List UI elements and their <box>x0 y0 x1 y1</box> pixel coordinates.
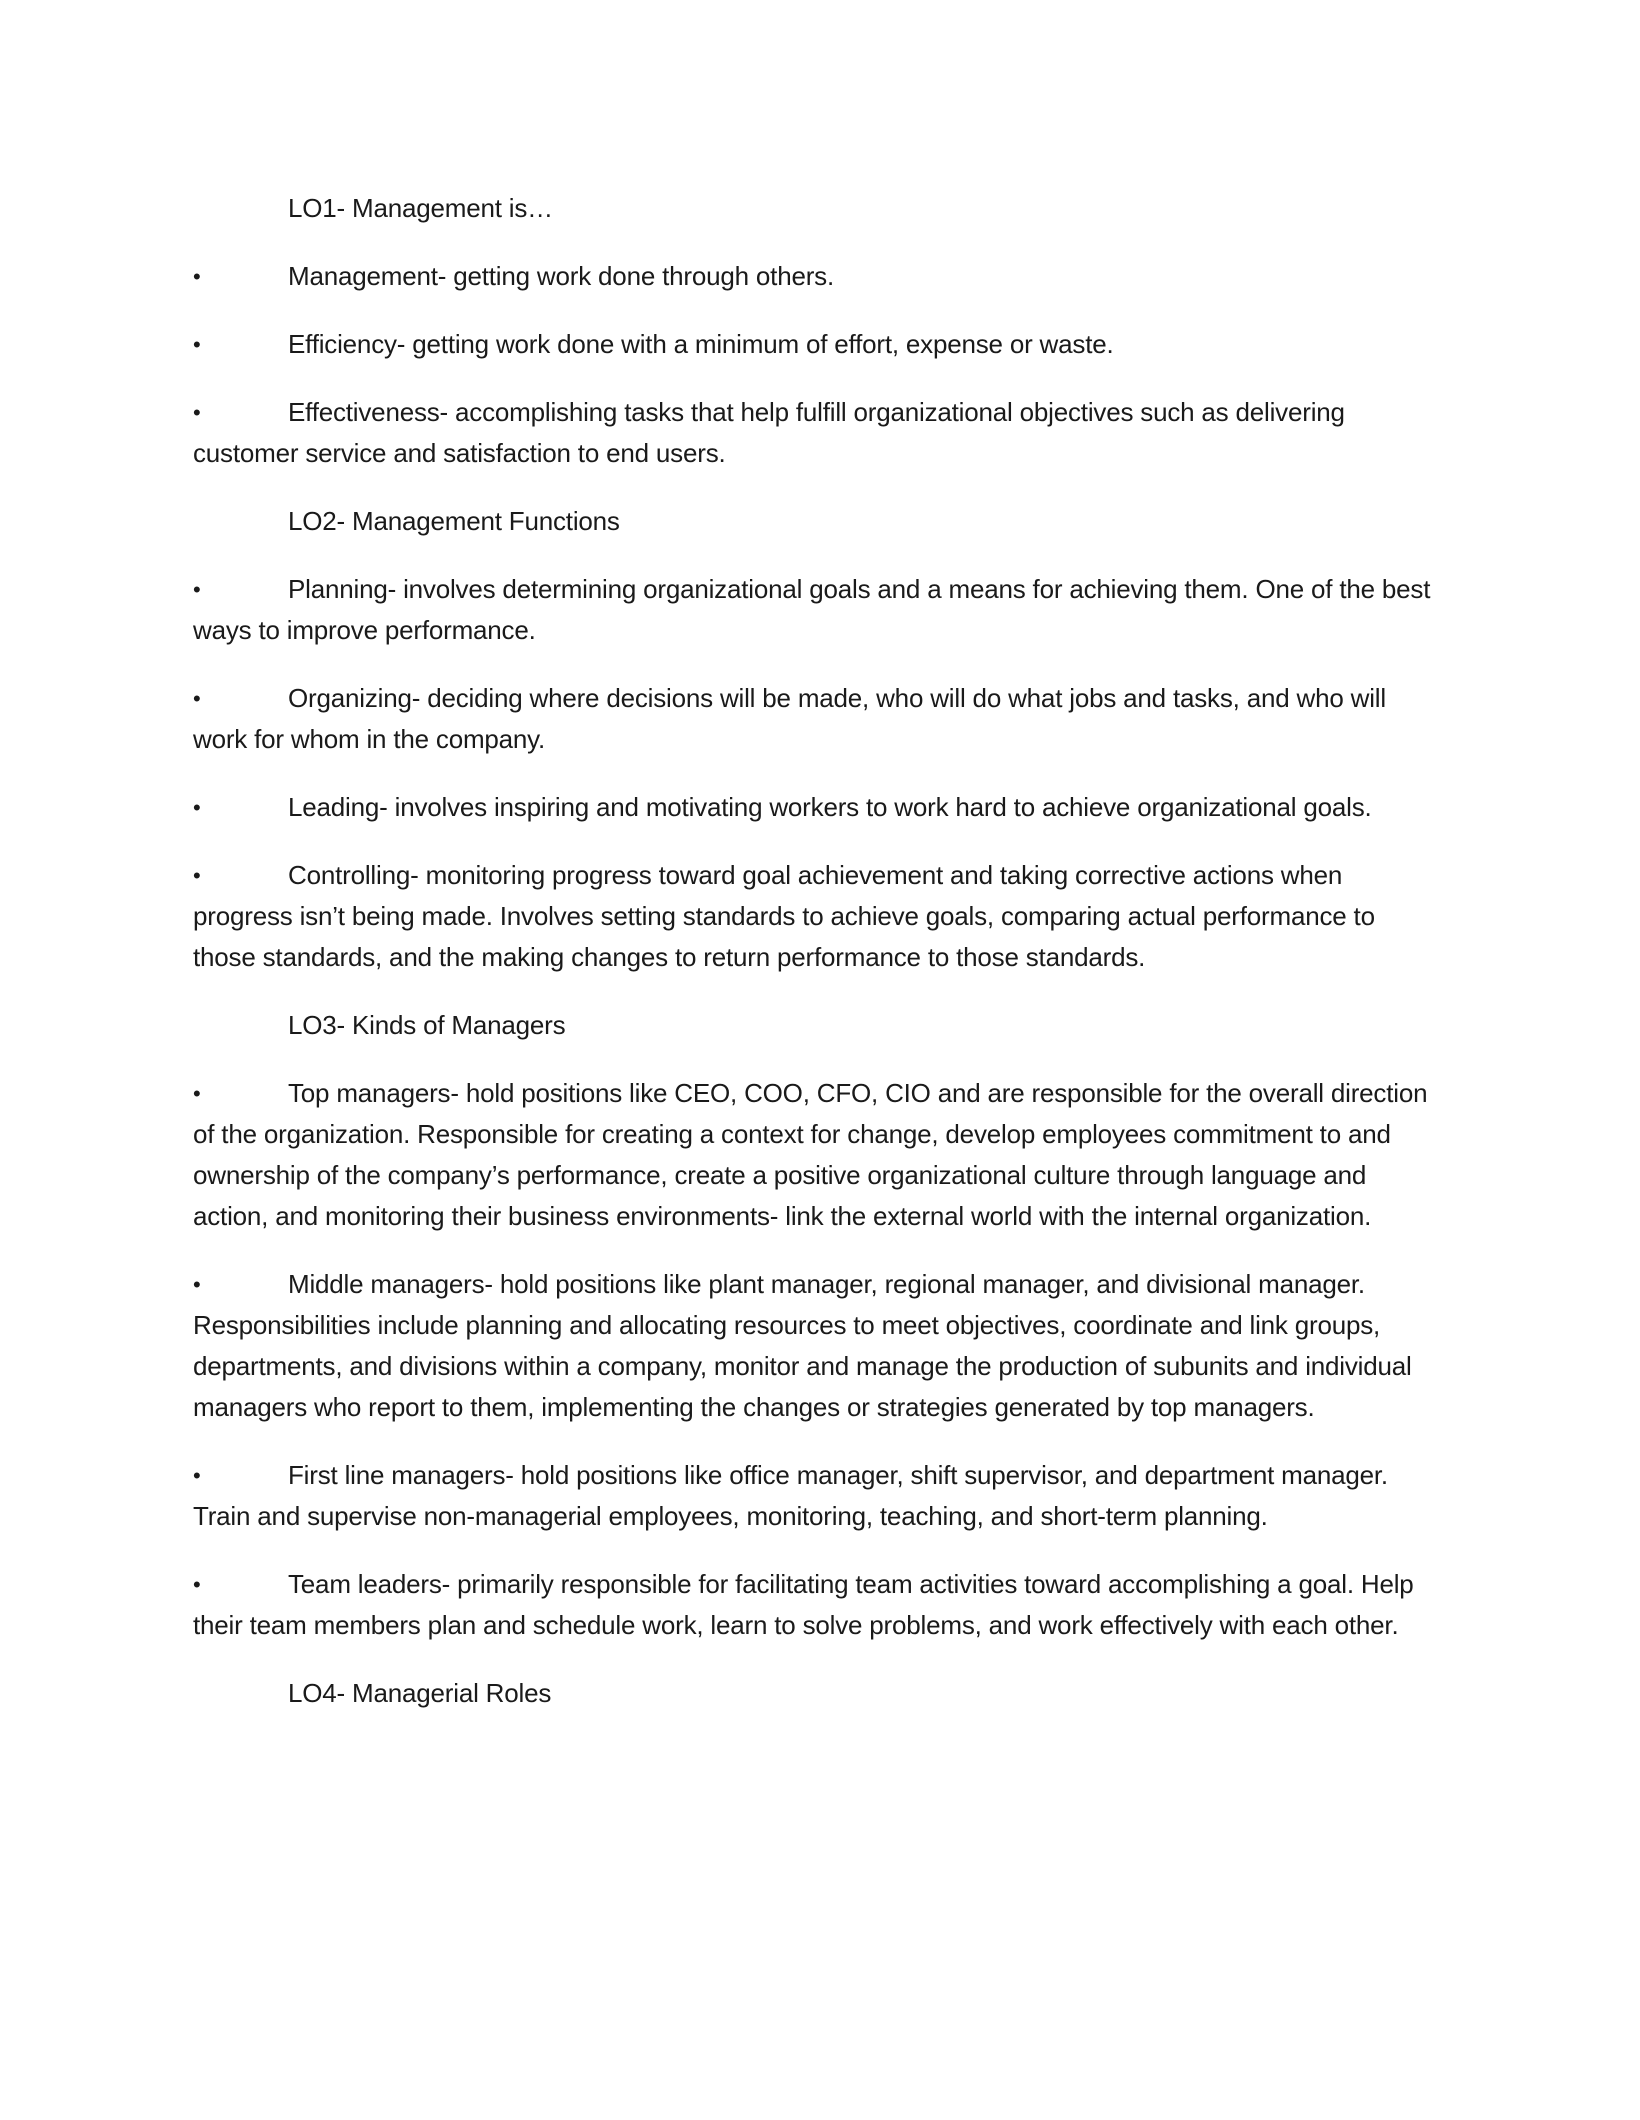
section-heading: LO4- Managerial Roles <box>288 1678 552 1708</box>
list-item-text: Effectiveness- accomplishing tasks that help fulfill organizational objectives such as delivering customer service and satisfaction to end users. <box>193 397 1345 468</box>
bullet-icon: • <box>193 1272 201 1297</box>
bullet-icon: • <box>193 332 201 357</box>
bullet-icon: • <box>193 264 201 289</box>
document-body <box>193 188 1443 1741</box>
bullet-icon: • <box>193 1572 201 1597</box>
list-item <box>193 1455 1443 1537</box>
bullet-icon: • <box>193 577 201 602</box>
list-item <box>193 678 1443 760</box>
list-item-text: Organizing- deciding where decisions will be made, who will do what jobs and tasks, and who will work for whom in the company. <box>193 683 1386 754</box>
list-item-text: Middle managers- hold positions like plant manager, regional manager, and divisional manager. Responsibilities include planning and allocating resources to meet objectives, coordinate and link groups, departments, and divisions within a company, monitor and manage the production of subunits and individual managers who report to them, implementing the changes or strategies generated by top managers. <box>193 1269 1412 1422</box>
list-item-text: First line managers- hold positions like office manager, shift supervisor, and department manager. Train and supervise non-managerial employees, monitoring, teaching, and short-term planning. <box>193 1460 1388 1531</box>
list-item-text: Leading- involves inspiring and motivating workers to work hard to achieve organizational goals. <box>288 792 1372 822</box>
list-item <box>193 324 1443 365</box>
bullet-icon: • <box>193 1081 201 1106</box>
list-item-text: Team leaders- primarily responsible for facilitating team activities toward accomplishing a goal. Help their team members plan and schedule work, learn to solve problems, and work effectively with each other. <box>193 1569 1414 1640</box>
section-heading: LO2- Management Functions <box>288 506 620 536</box>
bullet-icon: • <box>193 795 201 820</box>
list-item <box>193 256 1443 297</box>
section-heading: LO3- Kinds of Managers <box>288 1010 566 1040</box>
list-item <box>193 855 1443 978</box>
list-item <box>193 1264 1443 1428</box>
list-item-text: Planning- involves determining organizational goals and a means for achieving them. One of the best ways to improve performance. <box>193 574 1431 645</box>
bullet-icon: • <box>193 863 201 888</box>
list-item-text: Management- getting work done through others. <box>288 261 835 291</box>
list-item <box>193 392 1443 474</box>
bullet-icon: • <box>193 400 201 425</box>
list-item <box>193 1564 1443 1646</box>
list-item-text: Controlling- monitoring progress toward goal achievement and taking corrective actions when progress isn’t being made. Involves setting standards to achieve goals, comparing actual performance to those standards, and the making changes to return performance to those standards. <box>193 860 1375 972</box>
list-item <box>193 569 1443 651</box>
section-heading: LO1- Management is… <box>288 193 553 223</box>
list-item-text: Top managers- hold positions like CEO, COO, CFO, CIO and are responsible for the overall direction of the organization. Responsible for creating a context for change, develop employees commitment to and ownership of the company’s performance, create a positive organizational culture through language and action, and monitoring their business environments- link the external world with the internal organization. <box>193 1078 1428 1231</box>
bullet-icon: • <box>193 686 201 711</box>
list-item-text: Efficiency- getting work done with a minimum of effort, expense or waste. <box>288 329 1114 359</box>
list-item <box>193 1073 1443 1237</box>
list-item <box>193 787 1443 828</box>
bullet-icon: • <box>193 1463 201 1488</box>
